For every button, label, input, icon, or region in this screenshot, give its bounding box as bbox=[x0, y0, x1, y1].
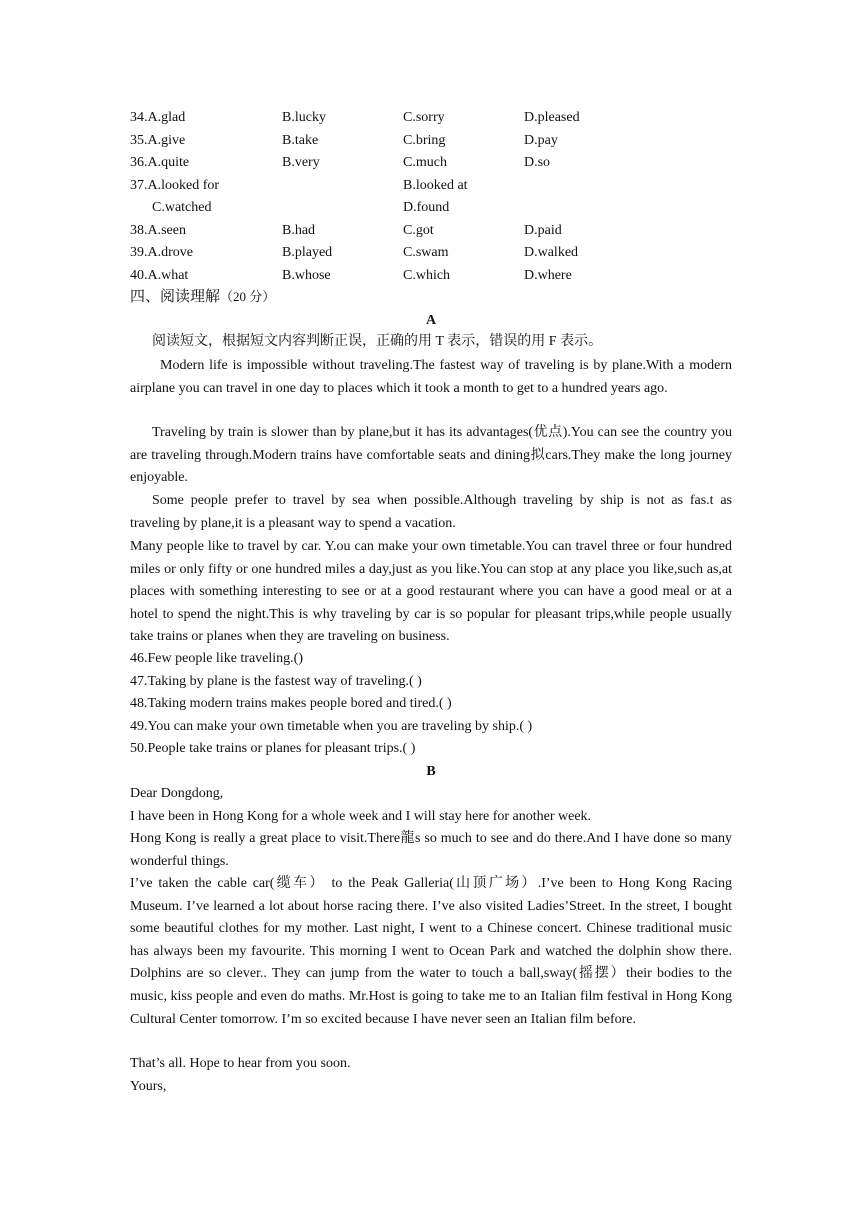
letter-signoff: Yours, bbox=[130, 1079, 167, 1094]
question-49: 49.You can make your own timetable when you are traveling by ship.( ) bbox=[130, 719, 533, 734]
passage-a-paragraph-2: Traveling by train is slower than by plane,but it has its advantages(优点).You can see the country you are traveling through.Modern trains have comfortable seats and dining拟cars.They make the long journey enjoyable. bbox=[130, 425, 732, 486]
letter-closing: That’s all. Hope to hear from you soon. bbox=[130, 1056, 351, 1071]
passage-b-label: B bbox=[426, 764, 436, 779]
passage-a-paragraph-3: Some people prefer to travel by sea when possible.Although traveling by ship is not as fas.t as traveling by plane,it is a pleasant way to spend a vacation. bbox=[130, 493, 732, 531]
option-d: D.pay bbox=[524, 133, 558, 148]
letter-paragraph-3: I’ve taken the cable car(缆车） to the Peak Galleria(山顶广场）.I’ve been to Hong Kong Racing Museum. I’ve learned a lot about horse racing there. I’ve also visited Ladies’Street. In the street, I bought some beautiful clothes for my mother. Last night, I went to a Chinese concert. Chinese traditional music has always been my favourite. This morning I went to Ocean Park and watched the dolphin show there. Dolphins are so clever.. They can jump from the water to touch a ball,sway(摇摆）their bodies to the music, kiss people and even do maths. Mr.Host is going to take me to an Italian film festival in Hong Kong Cultural Center tomorrow. I’m so excited because I have never seen an Italian film before. bbox=[130, 876, 732, 1027]
option-b: B.had bbox=[282, 223, 316, 238]
question-48: 48.Taking modern trains makes people bored and tired.( ) bbox=[130, 696, 452, 711]
option-a: 35.A.give bbox=[130, 133, 186, 148]
passage-a-label: A bbox=[425, 313, 437, 328]
passage-a-paragraph-1: Modern life is impossible without traveling.The fastest way of traveling is by plane.With a modern airplane you can travel in one day to places which it took a month to get to a hundred years ago. bbox=[130, 358, 732, 396]
option-b: B.whose bbox=[282, 268, 331, 283]
option-d: D.paid bbox=[524, 223, 562, 238]
option-d: D.where bbox=[524, 268, 572, 283]
question-50: 50.People take trains or planes for pleasant trips.( ) bbox=[130, 741, 416, 756]
option-b: B.played bbox=[282, 245, 333, 260]
option-c: C.got bbox=[403, 223, 434, 238]
option-a: 36.A.quite bbox=[130, 155, 190, 170]
option-d: D.walked bbox=[524, 245, 579, 260]
option-a: 38.A.seen bbox=[130, 223, 186, 238]
option-c: C.bring bbox=[403, 133, 446, 148]
option-c: C.much bbox=[403, 155, 447, 170]
option-d: D.pleased bbox=[524, 110, 580, 125]
option-b: B.lucky bbox=[282, 110, 326, 125]
question-47: 47.Taking by plane is the fastest way of traveling.( ) bbox=[130, 674, 422, 689]
option-c: C.which bbox=[403, 268, 451, 283]
option-b: B.take bbox=[282, 133, 319, 148]
option-d: D.so bbox=[524, 155, 551, 170]
option-b: B.very bbox=[282, 155, 320, 170]
option-a: 40.A.what bbox=[130, 268, 189, 283]
letter-greeting: Dear Dongdong, bbox=[130, 786, 224, 801]
option-a: 34.A.glad bbox=[130, 110, 186, 125]
option-d: D.found bbox=[403, 200, 450, 215]
passage-a-paragraph-4: Many people like to travel by car. Y.ou can make your own timetable.You can travel three or four hundred miles or only fifty or one hundred miles a day,just as you like.You can stop at any place you like,such as,at places with something interesting to see or at a good restaurant where you can have a good meal or at a hotel to spend the night.This is why traveling by car is so popular for pleasant trips,while people usually take trains or planes when they are traveling on business. bbox=[130, 539, 732, 645]
option-c: C.watched bbox=[152, 200, 212, 215]
option-a: 37.A.looked for bbox=[130, 178, 220, 193]
option-b: B.looked at bbox=[403, 178, 468, 193]
section-points: （20 分） bbox=[220, 289, 276, 304]
question-46: 46.Few people like traveling.() bbox=[130, 651, 304, 666]
letter-paragraph-2: Hong Kong is really a great place to visit.There龍s so much to see and do there.And I have done so many wonderful things. bbox=[130, 831, 732, 869]
option-a: 39.A.drove bbox=[130, 245, 193, 260]
option-c: C.swam bbox=[403, 245, 449, 260]
section-title: 四、阅读理解 bbox=[130, 289, 221, 305]
letter-line-1: I have been in Hong Kong for a whole week and I will stay here for another week. bbox=[130, 809, 592, 824]
section-heading bbox=[130, 286, 275, 308]
option-c: C.sorry bbox=[403, 110, 445, 125]
passage-a-instruction: 阅读短文，根据短文内容判断正误，正确的用 T 表示，错误的用 F 表示。 bbox=[152, 334, 603, 349]
